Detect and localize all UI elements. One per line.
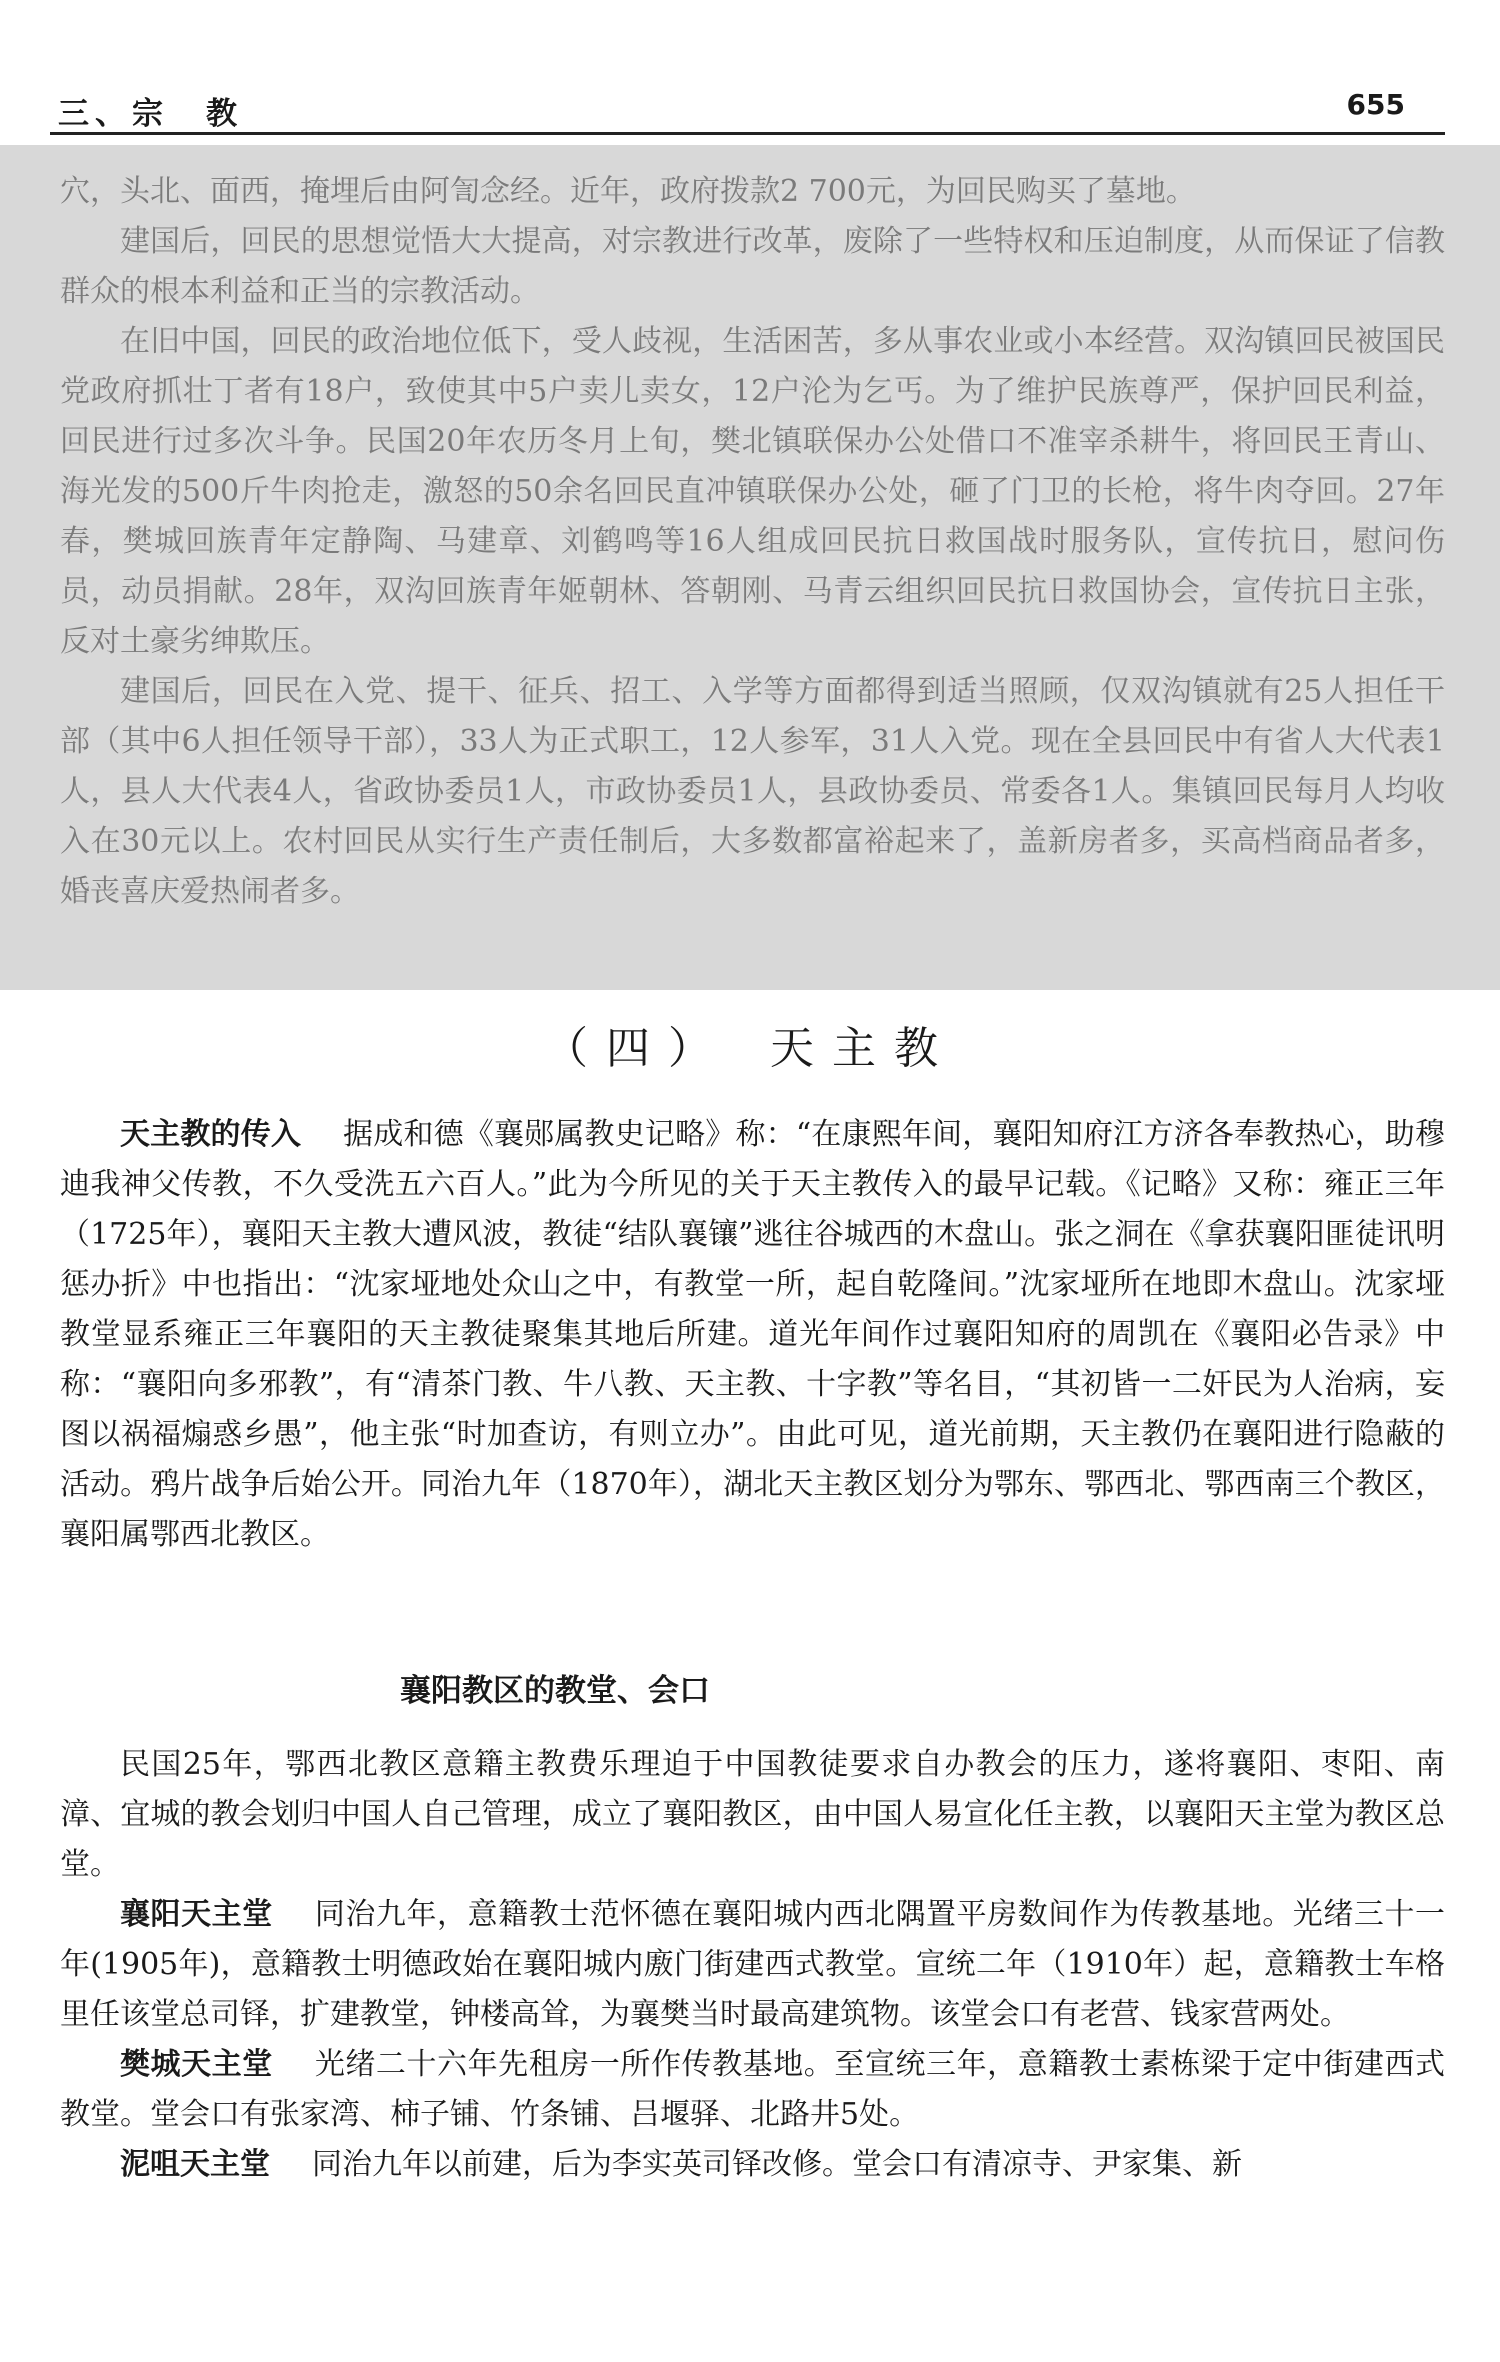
paragraph bbox=[60, 1110, 1445, 1560]
paragraph bbox=[60, 1890, 1445, 2040]
paragraph-text: 据成和德《襄郧属教史记略》称：“在康熙年间，襄阳知府江方济各奉教热心，助穆迪我神父传教，不久受洗五六百人。”此为今所见的关于天主教传入的最早记载。《记略》又称：雍正三年（1725年），襄阳天主教大遭风波，教徒“结队襄镶”逃往谷城西的木盘山。张之洞在《拿获襄阳匪徒讯明惩办折》中也指出：“沈家垭地处众山之中，有教堂一所，起自乾隆间。”沈家垭所在地即木盘山。沈家垭教堂显系雍正三年襄阳的天主教徒聚集其地后所建。道光年间作过襄阳知府的周凯在《襄阳必告录》中称：“襄阳向多邪教”，有“清茶门教、牛八教、天主教、十字教”等名目，“其初皆一二奸民为人治病，妄图以祸福煽惑乡愚”，他主张“时加查访，有则立办”。由此可见，道光前期，天主教仍在襄阳进行隐蔽的活动。鸦片战争后始公开。同治九年（1870年），湖北天主教区划分为鄂东、鄂西北、鄂西南三个教区，襄阳属鄂西北教区。 bbox=[60, 1117, 1445, 1552]
page-header bbox=[50, 82, 1445, 135]
paragraph: 在旧中国，回民的政治地位低下，受人歧视，生活困苦，多从事农业或小本经营。双沟镇回民被国民党政府抓壮丁者有18户，致使其中5户卖儿卖女，12户沦为乞丐。为了维护民族尊严，保护回民利益，回民进行过多次斗争。民国20年农历冬月上旬，樊北镇联保办公处借口不准宰杀耕牛，将回民王青山、海光发的500斤牛肉抢走，激怒的50余名回民直冲镇联保办公处，砸了门卫的长枪，将牛肉夺回。27年春，樊城回族青年定静陶、马建章、刘鹤鸣等16人组成回民抗日救国战时服务队，宣传抗日，慰问伤员，动员捐献。28年，双沟回族青年姬朝林、答朝刚、马青云组织回民抗日救国协会，宣传抗日主张，反对土豪劣绅欺压。 bbox=[60, 324, 1445, 659]
subsection-title: 襄阳教区的教堂、会口 bbox=[400, 1673, 710, 1709]
intro-block bbox=[60, 1110, 1445, 1560]
paragraph: 建国后，回民的思想觉悟大大提高，对宗教进行改革，废除了一些特权和压迫制度，从而保证了信教群众的根本利益和正当的宗教活动。 bbox=[60, 224, 1445, 309]
paragraph-text: 同治九年以前建，后为李实英司铎改修。堂会口有清凉寺、尹家集、新 bbox=[312, 2147, 1242, 2182]
paragraph-lead: 樊城天主堂 bbox=[120, 2047, 273, 2082]
paragraph: 民国25年，鄂西北教区意籍主教费乐理迫于中国教徒要求自办教会的压力，遂将襄阳、枣阳、南漳、宜城的教会划归中国人自己管理，成立了襄阳教区，由中国人易宣化任主教，以襄阳天主堂为教区总堂。 bbox=[60, 1747, 1445, 1882]
paragraph-lead: 泥咀天主堂 bbox=[120, 2147, 270, 2182]
lower-block bbox=[60, 1740, 1445, 2190]
section-label: 三、宗 教 bbox=[58, 96, 243, 132]
shaded-body bbox=[60, 167, 1445, 917]
paragraph bbox=[60, 2040, 1445, 2140]
paragraph: 穴，头北、面西，掩埋后由阿訇念经。近年，政府拨款2 700元，为回民购买了墓地。 bbox=[60, 174, 1196, 209]
shaded-text-block bbox=[0, 145, 1500, 990]
paragraph-lead: 天主教的传入 bbox=[120, 1117, 302, 1152]
paragraph: 建国后，回民在入党、提干、征兵、招工、入学等方面都得到适当照顾，仅双沟镇就有25人担任干部（其中6人担任领导干部），33人为正式职工，12人参军，31人入党。现在全县回民中有省人大代表1人，县人大代表4人，省政协委员1人，市政协委员1人，县政协委员、常委各1人。集镇回民每月人均收入在30元以上。农村回民从实行生产责任制后，大多数都富裕起来了，盖新房者多，买高档商品者多，婚丧喜庆爱热闹者多。 bbox=[60, 674, 1445, 909]
page-number: 655 bbox=[1346, 88, 1405, 121]
paragraph-lead: 襄阳天主堂 bbox=[120, 1897, 273, 1932]
paragraph-text: 光绪二十六年先租房一所作传教基地。至宣统三年，意籍教士素栋梁于定中街建西式教堂。堂会口有张家湾、柿子铺、竹条铺、吕堰驿、北路井5处。 bbox=[60, 2047, 1446, 2132]
paragraph bbox=[60, 2140, 1445, 2190]
paragraph-text: 同治九年，意籍教士范怀德在襄阳城内西北隅置平房数间作为传教基地。光绪三十一年(1905年)，意籍教士明德政始在襄阳城内廒门街建西式教堂。宣统二年（1910年）起，意籍教士车格里任该堂总司铎，扩建教堂，钟楼高耸，为襄樊当时最高建筑物。该堂会口有老营、钱家营两处。 bbox=[60, 1897, 1446, 2032]
section-title: （四） 天主教 bbox=[544, 1023, 956, 1074]
